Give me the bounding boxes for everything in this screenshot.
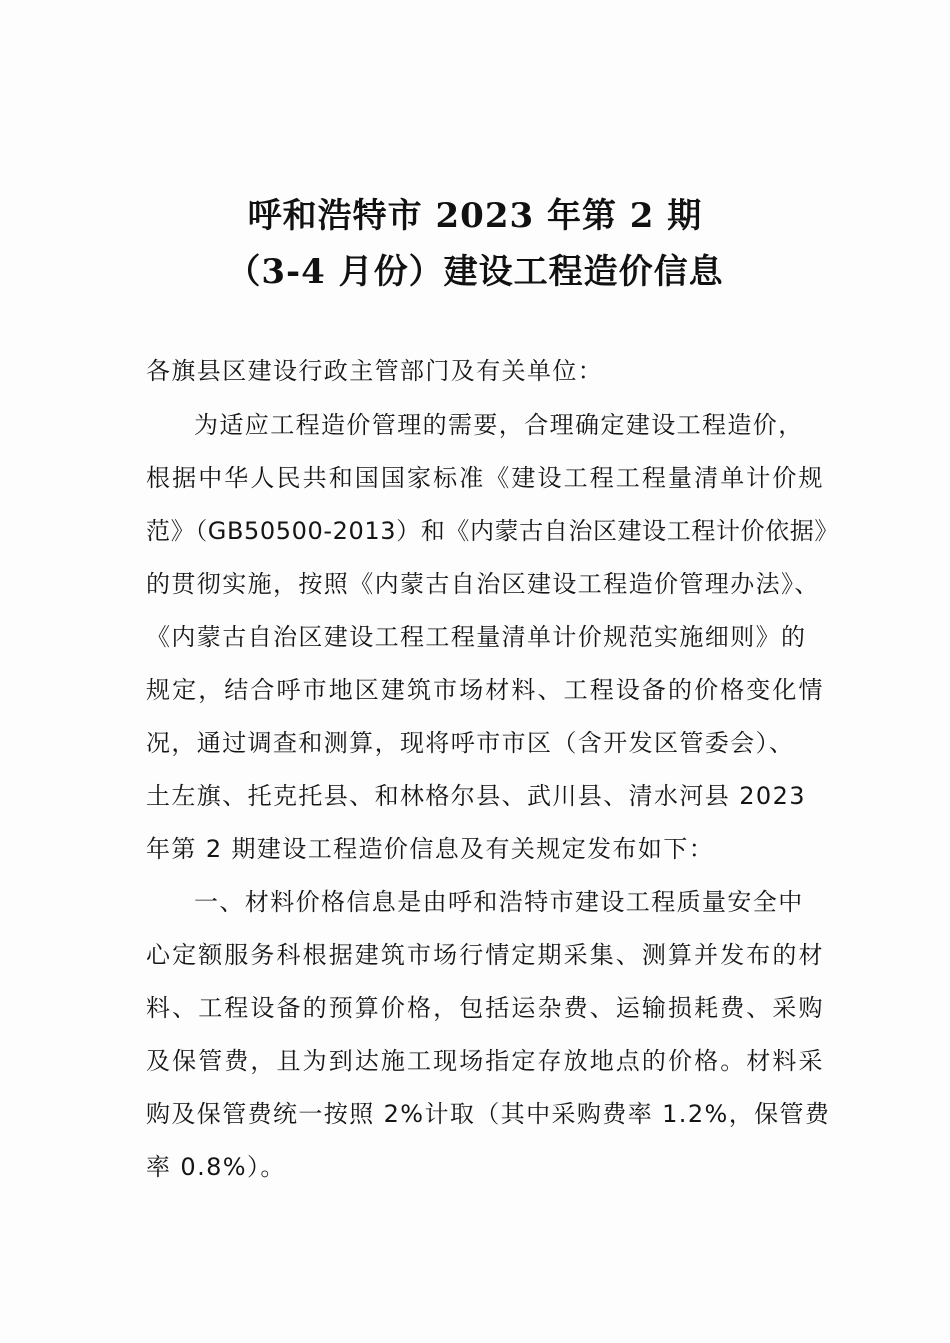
paragraph-line: 及保管费，且为到达施工现场指定存放地点的价格。材料采 [146, 1047, 825, 1075]
paragraph-line: 购及保管费统一按照 2%计取（其中采购费率 1.2%，保管费 [146, 1100, 831, 1128]
paragraph-line: 根据中华人民共和国国家标准《建设工程工程量清单计价规 [146, 464, 825, 492]
document-title-line-1: 呼和浩特市 2023 年第 2 期 [247, 196, 703, 236]
paragraph-line: 的贯彻实施，按照《内蒙古自治区建设工程造价管理办法》、 [146, 570, 820, 598]
paragraph-line: 况，通过调查和测算，现将呼市市区（含开发区管委会）、 [146, 729, 795, 757]
paragraph-line: 心定额服务科根据建筑市场行情定期采集、测算并发布的材 [146, 941, 825, 969]
salutation: 各旗县区建设行政主管部门及有关单位： [146, 357, 604, 385]
paragraph-line: 规定，结合呼市地区建筑市场材料、工程设备的价格变化情 [146, 676, 825, 704]
paragraph-line: 土左旗、托克托县、和林格尔县、武川县、清水河县 2023 [146, 782, 806, 810]
paragraph-line: 一、材料价格信息是由呼和浩特市建设工程质量安全中 [194, 888, 804, 916]
document-title-line-2: （3-4 月份）建设工程造价信息 [226, 252, 724, 292]
paragraph-line: 年第 2 期建设工程造价信息及有关规定发布如下： [146, 835, 715, 863]
paragraph-line: 率 0.8%）。 [146, 1153, 286, 1181]
paragraph-line: 为适应工程造价管理的需要，合理确定建设工程造价， [194, 411, 804, 439]
paragraph-line: 料、工程设备的预算价格，包括运杂费、运输损耗费、采购 [146, 994, 825, 1022]
paragraph-line: 《内蒙古自治区建设工程工程量清单计价规范实施细则》的 [146, 623, 807, 651]
paragraph-line: 范》（GB50500-2013）和《内蒙古自治区建设工程计价依据》 [146, 517, 839, 545]
